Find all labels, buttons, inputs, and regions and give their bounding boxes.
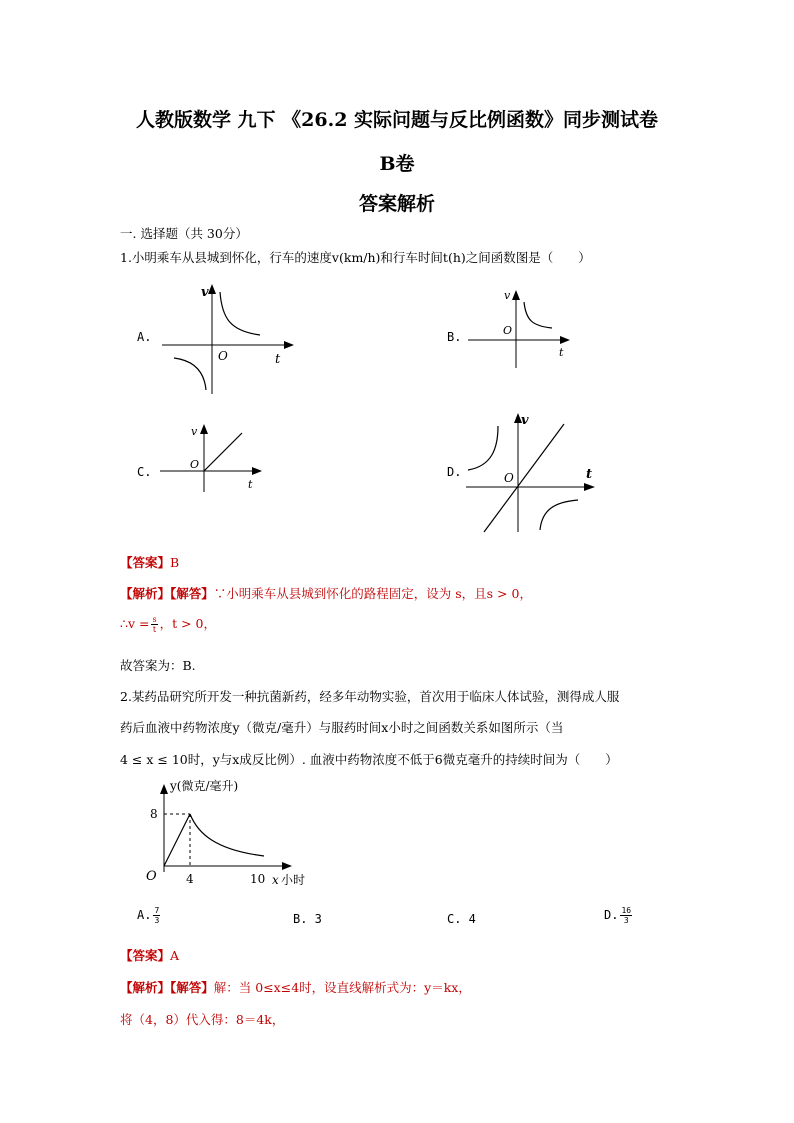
q1-graph-b	[466, 284, 576, 370]
y-axis-label: y(微克/毫升)	[170, 779, 239, 793]
tick-4: 4	[186, 872, 194, 886]
analysis-text: ∵小明乘车从县城到怀化的路程固定，设为 s，且s > 0，	[213, 586, 532, 601]
q2-option-a	[137, 906, 162, 925]
q1-analysis-line1	[120, 584, 532, 602]
answer-tag: 【答案】	[120, 555, 171, 570]
q1-graph-d	[462, 408, 602, 534]
q2-option-c: C. 4	[447, 912, 476, 926]
fraction-numerator: 16	[621, 906, 632, 915]
analysis-suffix: ，t > 0，	[159, 616, 216, 631]
section-heading: 一. 选择题（共 30分）	[120, 226, 248, 241]
q1-option-c-label: C.	[137, 465, 152, 479]
q1-analysis-line2	[120, 614, 216, 634]
v-label: v	[191, 425, 198, 438]
q1-conclusion: 故答案为：B.	[120, 658, 196, 673]
answer-value: B	[170, 555, 180, 570]
q2-stem-line2: 药后血液中药物浓度y（微克/毫升）与服药时间x小时之间函数关系如图所示（当	[120, 720, 564, 735]
q2-answer	[120, 946, 179, 964]
analysis-tag: 【解析】【解答】	[120, 980, 214, 995]
fraction-s-over-t	[151, 615, 157, 634]
page-title: 人教版数学 九下 《26.2 实际问题与反比例函数》同步测试卷	[135, 109, 659, 131]
linear-ray	[204, 433, 242, 471]
tick-8: 8	[150, 807, 158, 821]
q2-stem-line3: 4 ≤ x ≤ 10时，y与x成反比例）. 血液中药物浓度不低于6微克毫升的持续时间为（ ）	[120, 752, 618, 767]
fraction-numerator: 7	[154, 906, 160, 915]
v-label: v	[504, 289, 511, 302]
page-subtitle: B卷	[379, 153, 415, 175]
q1-answer	[120, 553, 179, 571]
q1-option-b-label: B.	[447, 330, 462, 344]
hyperbola-branch-q3	[174, 358, 206, 390]
option-label: A.	[137, 908, 152, 922]
x-arrow-icon	[282, 862, 292, 870]
origin-label: O	[218, 349, 228, 363]
q1-stem: 1.小明乘车从县城到怀化，行车的速度v(km/h)和行车时间t(h)之间函数图是（ ）	[120, 250, 591, 265]
inverse-curve	[190, 814, 264, 856]
t-label: t	[275, 352, 281, 367]
q2-graph	[136, 776, 326, 892]
option-label: D.	[604, 908, 619, 922]
x-arrow-icon	[252, 467, 262, 475]
hyperbola-branch-q2	[468, 426, 498, 470]
hyperbola-branch	[524, 302, 552, 328]
origin-label: O	[146, 869, 157, 884]
t-label: t	[586, 467, 593, 482]
v-label: v	[521, 413, 529, 428]
linear-segment	[164, 814, 190, 866]
y-arrow-icon	[208, 284, 216, 294]
linear-line	[484, 424, 564, 532]
x-axis-label: x	[272, 873, 279, 887]
origin-label: O	[503, 324, 513, 337]
tick-10: 10	[250, 872, 266, 886]
fraction-16-over-3	[620, 906, 632, 925]
answer-tag: 【答案】	[120, 948, 171, 963]
q2-option-b: B. 3	[293, 912, 322, 926]
v-label: v	[201, 285, 209, 300]
answer-value: A	[170, 948, 180, 963]
x-arrow-icon	[584, 483, 595, 491]
hyperbola-branch-q1	[220, 292, 260, 335]
origin-label: O	[504, 471, 514, 485]
analysis-text: 解：当 0≤x≤4时，设直线解析式为：y＝kx，	[213, 980, 471, 995]
x-axis-unit: 小时	[281, 873, 306, 887]
analysis-tag: 【解析】【解答】	[120, 586, 214, 601]
q1-option-a-label: A.	[137, 330, 152, 344]
y-arrow-icon	[200, 424, 208, 434]
t-label: t	[559, 346, 564, 359]
x-arrow-icon	[560, 336, 570, 344]
y-arrow-icon	[160, 784, 168, 794]
q1-graph-a	[160, 278, 300, 396]
x-arrow-icon	[284, 341, 294, 349]
q2-stem-line1: 2.某药品研究所开发一种抗菌新药，经多年动物实验，首次用于临床人体试验，测得成人服	[120, 689, 620, 704]
q2-analysis-line2: 将（4，8）代入得：8＝4k，	[120, 1012, 285, 1027]
analysis-prefix: ∴v =	[120, 616, 150, 631]
fraction-denominator: 3	[623, 916, 629, 925]
t-label: t	[248, 478, 253, 491]
q1-option-d-label: D.	[447, 465, 462, 479]
q2-option-d	[604, 906, 634, 925]
q2-analysis-line1	[120, 978, 471, 996]
fraction-denominator: t	[152, 625, 157, 634]
page-heading-answers: 答案解析	[358, 193, 435, 215]
hyperbola-branch-q4	[540, 500, 578, 530]
fraction-denominator: 3	[154, 916, 160, 925]
fraction-7-over-3	[153, 906, 160, 925]
y-arrow-icon	[512, 290, 520, 300]
origin-label: O	[190, 458, 200, 471]
fraction-numerator: s	[152, 615, 157, 624]
q1-graph-c	[160, 420, 270, 492]
